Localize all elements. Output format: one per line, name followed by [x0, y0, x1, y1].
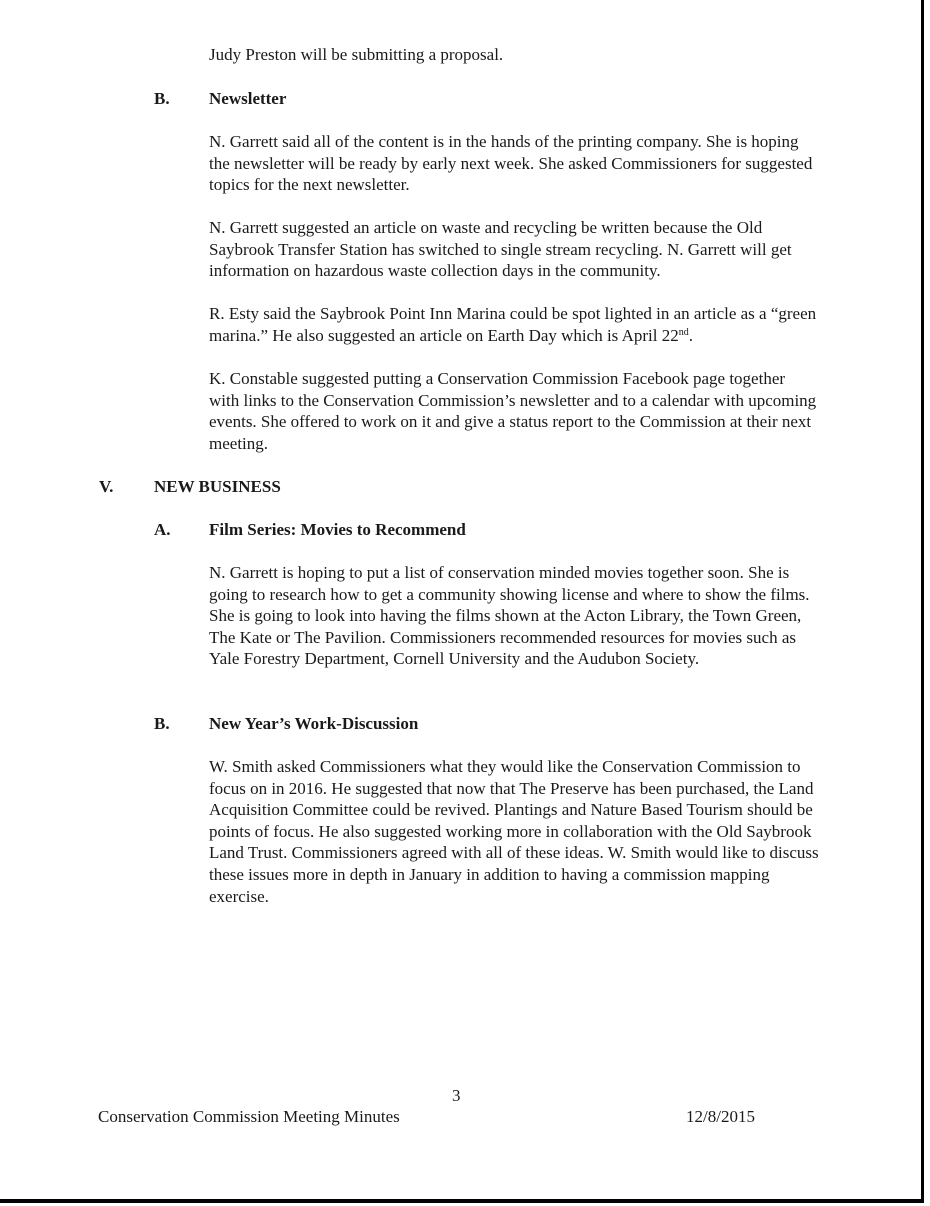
- new-year-paragraph: W. Smith asked Commissioners what they would like the Conservation Commission to focus on in 2016. He suggested that now that The Preserve has been purchased, the Land Acquisition Committee could be revived. Plantings and Nature Based Tourism should be points of focus. He also suggested working more in collaboration with the Old Saybrook Land Trust. Commissioners agreed with all of these ideas. W. Smith would like to discuss these issues more in depth in January in addition to having a commission mapping exercise.: [209, 757, 819, 906]
- newsletter-paragraph-4: K. Constable suggested putting a Conservation Commission Facebook page together with links to the Conservation Commission’s newsletter and to a calendar with upcoming events. She offered to work on it and give a status report to the Commission at their next meeting.: [209, 369, 817, 453]
- new-year-letter: B.: [154, 714, 170, 733]
- footer-date: 12/8/2015: [686, 1107, 755, 1126]
- new-year-heading: New Year’s Work-Discussion: [209, 714, 419, 733]
- newsletter-paragraph-3-text: R. Esty said the Saybrook Point Inn Marina could be spot lighted in an article as a “green marina.” He also suggested an article on Earth Day which is April 22: [209, 304, 817, 345]
- film-series-letter: A.: [154, 520, 171, 539]
- film-series-paragraph: N. Garrett is hoping to put a list of conservation minded movies together soon. She is going to research how to get a community showing license and where to show the films. She is going to look into having the films shown at the Acton Library, the Town Green, The Kate or The Pavilion. Commissioners recommended resources for movies such as Yale Forestry Department, Cornell University and the Audubon Society.: [209, 563, 810, 669]
- page-number: 3: [452, 1086, 461, 1105]
- newsletter-letter: B.: [154, 89, 170, 108]
- newsletter-paragraph-3-end: .: [688, 325, 693, 345]
- continuation-paragraph: Judy Preston will be submitting a proposal.: [209, 45, 504, 64]
- newsletter-paragraph-1: N. Garrett said all of the content is in the hands of the printing company. She is hoping the newsletter will be ready by early next week. She asked Commissioners for suggested topics for the next newsletter.: [209, 132, 813, 195]
- newsletter-paragraph-3: [209, 303, 819, 346]
- ordinal-suffix: nd: [678, 326, 689, 338]
- footer-document-title: Conservation Commission Meeting Minutes: [98, 1107, 400, 1126]
- newsletter-paragraph-2: N. Garrett suggested an article on waste and recycling be written because the Old Saybrook Transfer Station has switched to single stream recycling. N. Garrett will get information on hazardous waste collection days in the community.: [209, 218, 792, 281]
- new-business-heading: NEW BUSINESS: [154, 477, 281, 496]
- new-business-numeral: V.: [99, 477, 114, 496]
- film-series-heading: Film Series: Movies to Recommend: [209, 520, 466, 539]
- newsletter-heading: Newsletter: [209, 89, 287, 108]
